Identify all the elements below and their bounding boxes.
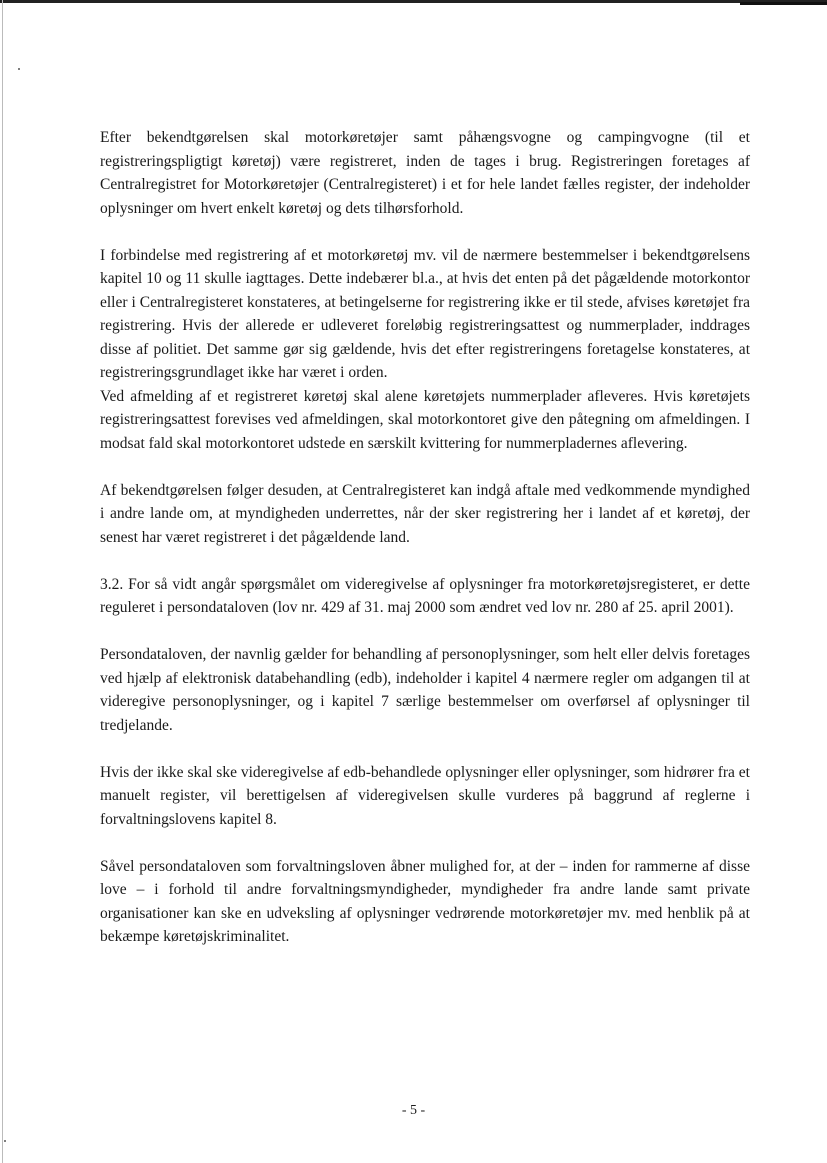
paragraph-registration-requirement: Efter bekendtgørelsen skal motorkøretøjer samt påhængsvogne og campingvogne (til et registreringspligtigt køretøj) være registreret, inden de tages i brug. Registreringen foretages af Centralregistret for Motorkøretøjer (Centralregisteret) i et for hele landet fælles register, der indeholder oplysninger om hvert enkelt køretøj og dets tilhørsforhold.	[100, 129, 750, 217]
paragraph-foreign-agreements: Af bekendtgørelsen følger desuden, at Centralregisteret kan indgå aftale med vedkommende myndighed i andre lande om, at myndigheden underrettes, når der sker registrering her i landet af et køretøj, der senest har været registreret i det pågældende land.	[100, 481, 750, 546]
scan-left-edge	[2, 0, 3, 1163]
scan-speck	[4, 1140, 6, 1142]
paragraph-information-exchange: Såvel persondataloven som forvaltningsloven åbner mulighed for, at der – inden for rammerne af disse love – i forhold til andre forvaltningsmyndigheder, myndigheder fra andre lande samt private organisationer kan ske en udveksling af oplysninger vedrørende motorkøretøjer mv. med henblik på at bekæmpe køretøjskriminalitet.	[100, 857, 750, 945]
paragraph-registration-rules: I forbindelse med registrering af et motorkøretøj mv. vil de nærmere bestemmelser i bekendtgørelsens kapitel 10 og 11 skulle iagttages. Dette indebærer bl.a., at hvis det enten på det pågældende motorkontor eller i Centralregisteret konstateres, at betingelserne for registrering ikke er til stede, afvises køretøjet fra registrering. Hvis der allerede er udleveret foreløbig registreringsattest og nummerplader, inddrages disse af politiet. Det samme gør sig gældende, hvis det efter registreringens foretagelse konstateres, at registreringsgrundlaget ikke har været i orden.	[100, 246, 750, 381]
page-number: - 5 -	[401, 1103, 426, 1118]
paragraph-data-protection-act: Persondataloven, der navnlig gælder for behandling af personoplysninger, som helt eller delvis foretages ved hjælp af elektronisk databehandling (edb), indeholder i kapitel 4 nærmere regler om adgangen til at videregive personoplysninger, og i kapitel 7 særlige bestemmelser om overførsel af oplysninger til tredjelande.	[100, 646, 750, 734]
scan-speck	[18, 68, 20, 70]
document-body	[100, 126, 750, 972]
paragraph-public-administration-act: Hvis der ikke skal ske videregivelse af edb-behandlede oplysninger eller oplysninger, som hidrører fra et manuelt register, vil berettigelsen af videregivelsen skulle vurderes på baggrund af reglerne i forvaltningslovens kapitel 8.	[100, 763, 750, 828]
top-border-line	[0, 0, 827, 3]
paragraph-section-3-2: 3.2. For så vidt angår spørgsmålet om videregivelse af oplysninger fra motorkøretøjsregisteret, er dette reguleret i persondataloven (lov nr. 429 af 31. maj 2000 som ændret ved lov nr. 280 af 25. april 2001).	[100, 575, 750, 616]
top-border-line-heavy	[740, 2, 827, 5]
paragraph-deregistration: Ved afmelding af et registreret køretøj skal alene køretøjets nummerplader afleveres. Hvis køretøjets registreringsattest forevises ved afmeldingen, skal motorkontoret give den påtegning om afmeldingen. I modsat fald skal motorkontoret udstede en særskilt kvittering for nummerpladernes aflevering.	[100, 387, 750, 452]
